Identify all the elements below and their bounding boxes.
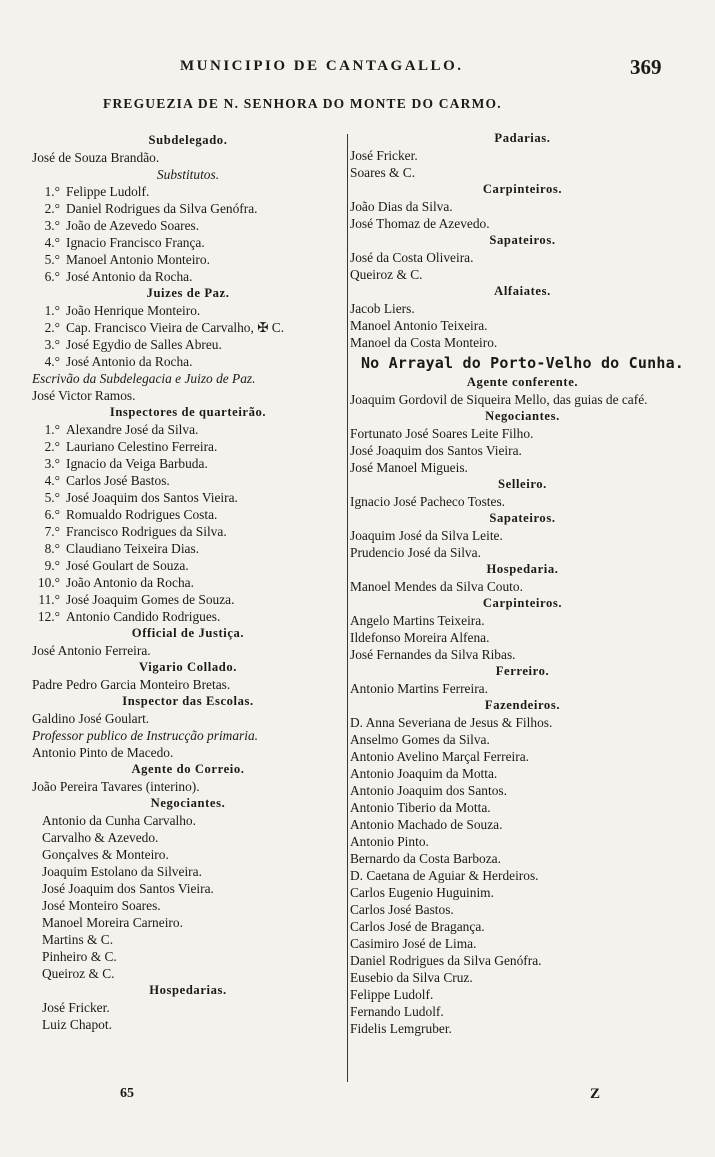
sapateiros2-list: [350, 527, 695, 561]
numbered-entry: [32, 353, 344, 370]
list-entry: Carlos Eugenio Huguinim.: [350, 885, 494, 900]
list-entry: Antonio da Cunha Carvalho.: [42, 813, 196, 828]
list-entry: José Manoel Migueis.: [350, 460, 468, 475]
list-entry: Prudencio José da Silva.: [350, 545, 481, 560]
entry-ordinal: 5.°: [44, 252, 60, 267]
entry-name: Carlos José Bastos.: [66, 473, 170, 488]
list-entry: Eusebio da Silva Cruz.: [350, 970, 473, 985]
juizes-list: [32, 302, 344, 370]
fazendeiros-list: [350, 714, 695, 1037]
list-entry: Felippe Ludolf.: [350, 987, 434, 1002]
sapateiros-list: [350, 249, 695, 283]
signature-mark-left: 65: [120, 1086, 134, 1101]
list-entry: José Thomaz de Azevedo.: [350, 216, 490, 231]
list-entry: Joaquim Estolano da Silveira.: [42, 864, 202, 879]
entry-ordinal: 4.°: [44, 354, 60, 369]
entry-ordinal: 3.°: [44, 456, 60, 471]
parish-title: FREGUEZIA DE N. SENHORA DO MONTE DO CARMO.: [103, 96, 502, 111]
negociantes2-list: [350, 425, 695, 476]
entry-subdelegado: José de Souza Brandão.: [32, 150, 160, 165]
entry-professor: Antonio Pinto de Macedo.: [32, 745, 174, 760]
substitutos-list: [32, 183, 344, 285]
section-heading-arrayal: No Arrayal do Porto-Velho do Cunha.: [360, 354, 685, 372]
carpinteiros2-list: [350, 612, 695, 663]
entry-ordinal: 1.°: [44, 303, 60, 318]
entry-name: Romualdo Rodrigues Costa.: [66, 507, 218, 522]
numbered-entry: [32, 540, 344, 557]
section-heading-selleiro: Selleiro.: [498, 477, 547, 491]
padarias-list: [350, 147, 695, 181]
entry-ordinal: 1.°: [44, 422, 60, 437]
running-head: [0, 55, 715, 82]
entry-ordinal: 6.°: [44, 269, 60, 284]
entry-name: João de Azevedo Soares.: [66, 218, 200, 233]
list-entry: José da Costa Oliveira.: [350, 250, 474, 265]
numbered-entry: [32, 234, 344, 251]
numbered-entry: [32, 608, 344, 625]
section-heading-carpinteiros2: Carpinteiros.: [482, 596, 563, 610]
entry-escrivao: José Victor Ramos.: [32, 388, 136, 403]
entry-name: Ignacio da Veiga Barbuda.: [66, 456, 208, 471]
entry-ordinal: 6.°: [44, 507, 60, 522]
list-entry: José Fernandes da Silva Ribas.: [350, 647, 516, 662]
section-heading-padarias: Padarias.: [494, 131, 551, 145]
alfaiates-list: [350, 300, 695, 351]
entry-name: Felippe Ludolf.: [66, 184, 150, 199]
entry-ordinal: 4.°: [44, 473, 60, 488]
entry-ordinal: 4.°: [44, 235, 60, 250]
section-heading-substitutos: Substitutos.: [156, 167, 220, 182]
entry-vigario: Padre Pedro Garcia Monteiro Bretas.: [32, 677, 231, 692]
page-number: 369: [630, 55, 662, 79]
list-entry: Queiroz & C.: [350, 267, 423, 282]
page-title: MUNICIPIO DE CANTAGALLO.: [180, 58, 464, 74]
entry-name: João Henrique Monteiro.: [66, 303, 201, 318]
numbered-entry: [32, 472, 344, 489]
list-entry: Carlos José Bastos.: [350, 902, 454, 917]
numbered-entry: [32, 251, 344, 268]
entry-ordinal: 11.°: [38, 592, 60, 607]
list-entry: Antonio Avelino Marçal Ferreira.: [350, 749, 529, 764]
list-entry: Soares & C.: [350, 165, 416, 180]
numbered-entry: [32, 268, 344, 285]
entry-ordinal: 10.°: [37, 575, 60, 590]
carpinteiros-list: [350, 198, 695, 232]
entry-name: José Antonio da Rocha.: [66, 354, 193, 369]
list-entry: Carlos José de Bragança.: [350, 919, 485, 934]
entry-name: Daniel Rodrigues da Silva Genófra.: [66, 201, 258, 216]
list-entry: D. Anna Severiana de Jesus & Filhos.: [350, 715, 553, 730]
numbered-entry: [32, 319, 344, 336]
section-heading-agente-conferente: Agente conferente.: [466, 375, 579, 389]
numbered-entry: [32, 336, 344, 353]
list-entry: Fidelis Lemgruber.: [350, 1021, 452, 1036]
list-entry: Antonio Tiberio da Motta.: [350, 800, 491, 815]
entry-name: Lauriano Celestino Ferreira.: [66, 439, 218, 454]
list-entry: Angelo Martins Teixeira.: [350, 613, 485, 628]
numbered-entry: [32, 489, 344, 506]
list-entry: José Fricker.: [42, 1000, 110, 1015]
entry-inspector-escolas: Galdino José Goulart.: [32, 711, 150, 726]
entry-ordinal: 2.°: [44, 320, 60, 335]
right-column: [350, 130, 695, 1037]
entry-ordinal: 8.°: [44, 541, 60, 556]
list-entry: Antonio Joaquim dos Santos.: [350, 783, 507, 798]
entry-name: José Joaquim dos Santos Vieira.: [66, 490, 238, 505]
left-column: [32, 132, 344, 1033]
list-entry: Joaquim José da Silva Leite.: [350, 528, 503, 543]
section-heading-vigario: Vigario Collado.: [139, 660, 237, 674]
section-heading-hospedarias: Hospedarias.: [149, 983, 227, 997]
section-heading-agente-correio: Agente do Correio.: [131, 762, 245, 776]
hospedarias-list: [32, 999, 344, 1033]
section-heading-subdelegado: Subdelegado.: [148, 133, 228, 147]
entry-name: José Joaquim Gomes de Souza.: [66, 592, 235, 607]
list-entry: Ildefonso Moreira Alfena.: [350, 630, 490, 645]
entry-selleiro: Ignacio José Pacheco Tostes.: [350, 494, 505, 509]
list-entry: Antonio Joaquim da Motta.: [350, 766, 498, 781]
entry-name: Francisco Rodrigues da Silva.: [66, 524, 227, 539]
entry-hospedaria: Manoel Mendes da Silva Couto.: [350, 579, 523, 594]
list-entry: Antonio Pinto.: [350, 834, 429, 849]
entry-ordinal: 12.°: [37, 609, 60, 624]
entry-ordinal: 2.°: [44, 439, 60, 454]
section-heading-negociantes2: Negociantes.: [485, 409, 560, 423]
entry-name: José Goulart de Souza.: [66, 558, 189, 573]
section-heading-sapateiros2: Sapateiros.: [489, 511, 556, 525]
section-heading-hospedaria: Hospedaria.: [486, 562, 559, 576]
numbered-entry: [32, 421, 344, 438]
numbered-entry: [32, 217, 344, 234]
entry-agente-conferente: Joaquim Gordovil de Siqueira Mello, das guias de café.: [350, 392, 648, 407]
numbered-entry: [32, 591, 344, 608]
entry-name: Cap. Francisco Vieira de Carvalho, ✠ C.: [66, 320, 285, 335]
entry-name: Ignacio Francisco França.: [66, 235, 205, 250]
list-entry: Jacob Liers.: [350, 301, 415, 316]
numbered-entry: [32, 302, 344, 319]
entry-name: Antonio Candido Rodrigues.: [66, 609, 221, 624]
list-entry: Gonçalves & Monteiro.: [42, 847, 169, 862]
section-heading-carpinteiros: Carpinteiros.: [482, 182, 563, 196]
list-entry: Daniel Rodrigues da Silva Genófra.: [350, 953, 542, 968]
list-entry: Anselmo Gomes da Silva.: [350, 732, 490, 747]
list-entry: Queiroz & C.: [42, 966, 115, 981]
entry-name: José Egydio de Salles Abreu.: [66, 337, 222, 352]
entry-official: José Antonio Ferreira.: [32, 643, 151, 658]
entry-ordinal: 7.°: [44, 524, 60, 539]
list-entry: José Joaquim dos Santos Vieira.: [350, 443, 522, 458]
list-entry: José Monteiro Soares.: [42, 898, 161, 913]
signature-mark-right: Z: [590, 1086, 601, 1102]
entry-ordinal: 5.°: [44, 490, 60, 505]
numbered-entry: [32, 523, 344, 540]
column-divider: [347, 134, 348, 1082]
entry-ferreiro: Antonio Martins Ferreira.: [350, 681, 488, 696]
list-entry: Casimiro José de Lima.: [350, 936, 477, 951]
section-heading-professor: Professor publico de Instrucção primaria.: [32, 728, 259, 743]
list-entry: João Dias da Silva.: [350, 199, 453, 214]
list-entry: José Fricker.: [350, 148, 418, 163]
numbered-entry: [32, 506, 344, 523]
section-heading-inspector-escolas: Inspector das Escolas.: [122, 694, 254, 708]
entry-name: Claudiano Teixeira Dias.: [66, 541, 200, 556]
entry-name: João Antonio da Rocha.: [66, 575, 194, 590]
section-heading-alfaiates: Alfaiates.: [494, 284, 551, 298]
section-heading-escrivao: Escrivão da Subdelegacia e Juizo de Paz.: [32, 371, 256, 386]
list-entry: D. Caetana de Aguiar & Herdeiros.: [350, 868, 539, 883]
numbered-entry: [32, 574, 344, 591]
entry-name: Alexandre José da Silva.: [66, 422, 199, 437]
section-heading-negociantes: Negociantes.: [150, 796, 226, 810]
negociantes-list: [32, 812, 344, 982]
entry-ordinal: 2.°: [44, 201, 60, 216]
entry-agente-correio: João Pereira Tavares (interino).: [32, 779, 200, 794]
list-entry: Luiz Chapot.: [42, 1017, 112, 1032]
section-heading-official: Official de Justiça.: [131, 626, 245, 640]
section-heading-inspectores: Inspectores de quarteirão.: [109, 405, 267, 419]
entry-ordinal: 9.°: [44, 558, 60, 573]
entry-name: Manoel Antonio Monteiro.: [66, 252, 210, 267]
list-entry: Manoel da Costa Monteiro.: [350, 335, 498, 350]
list-entry: Carvalho & Azevedo.: [42, 830, 159, 845]
entry-ordinal: 1.°: [44, 184, 60, 199]
list-entry: Fortunato José Soares Leite Filho.: [350, 426, 534, 441]
list-entry: José Joaquim dos Santos Vieira.: [42, 881, 214, 896]
list-entry: Antonio Machado de Souza.: [350, 817, 503, 832]
entry-name: José Antonio da Rocha.: [66, 269, 193, 284]
section-heading-juizes: Juizes de Paz.: [146, 286, 230, 300]
numbered-entry: [32, 200, 344, 217]
list-entry: Manoel Moreira Carneiro.: [42, 915, 183, 930]
list-entry: Bernardo da Costa Barboza.: [350, 851, 501, 866]
inspectores-list: [32, 421, 344, 625]
numbered-entry: [32, 438, 344, 455]
entry-ordinal: 3.°: [44, 337, 60, 352]
section-heading-sapateiros: Sapateiros.: [489, 233, 556, 247]
numbered-entry: [32, 557, 344, 574]
list-entry: Fernando Ludolf.: [350, 1004, 444, 1019]
section-heading-ferreiro: Ferreiro.: [495, 664, 550, 678]
list-entry: Manoel Antonio Teixeira.: [350, 318, 488, 333]
numbered-entry: [32, 183, 344, 200]
numbered-entry: [32, 455, 344, 472]
list-entry: Martins & C.: [42, 932, 114, 947]
section-heading-fazendeiros: Fazendeiros.: [484, 698, 561, 712]
list-entry: Pinheiro & C.: [42, 949, 117, 964]
entry-ordinal: 3.°: [44, 218, 60, 233]
